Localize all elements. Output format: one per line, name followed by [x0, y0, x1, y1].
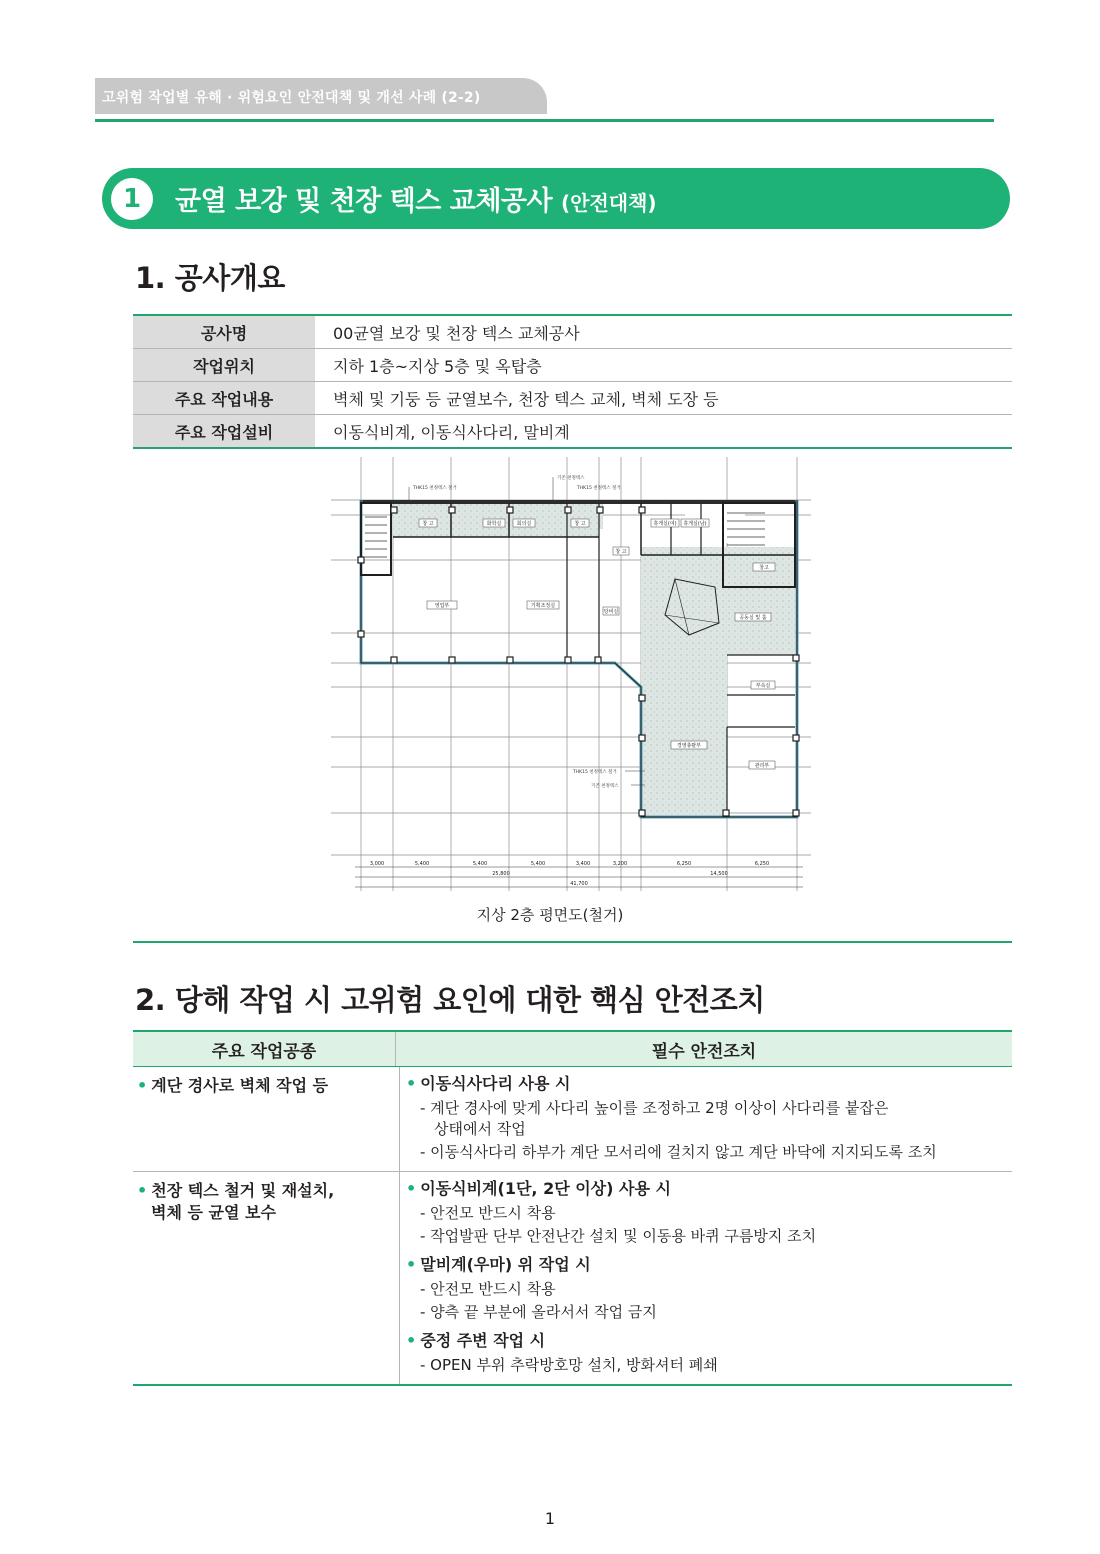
safety-row [133, 1067, 1012, 1171]
banner-title-text: 균열 보강 및 천장 텍스 교체공사 [175, 186, 553, 217]
overview-row [133, 414, 1012, 447]
dimension-label: 6,250 [676, 861, 692, 867]
bullet-icon: • [406, 1255, 417, 1274]
overview-row [133, 381, 1012, 414]
overview-row [133, 316, 1012, 348]
room-label: 탕비실 [603, 609, 619, 615]
task-text-line2: 벽체 등 균열 보수 [151, 1203, 276, 1222]
dimension-label: 3,400 [575, 861, 591, 867]
room-label: 창고 [759, 565, 769, 571]
dimension-subtotal: 14,500 [710, 871, 728, 877]
measure-title-text: 중정 주변 작업 시 [420, 1331, 546, 1350]
dimension-label: 5,400 [414, 861, 430, 867]
overview-label: 공사명 [133, 316, 315, 348]
measure-title-text: 말비계(우마) 위 작업 시 [420, 1255, 591, 1274]
dimension-label: 3,000 [369, 861, 385, 867]
room-label: 회의실 [516, 521, 532, 527]
plan-note: THK15 천정텍스 철거 [413, 486, 457, 491]
bullet-icon: • [406, 1331, 417, 1350]
dimension-subtotal: 25,800 [492, 871, 510, 877]
measure-block [406, 1072, 1012, 1163]
section-banner [102, 168, 1010, 229]
dimension-total: 41,700 [570, 881, 588, 887]
measure-item-continuation: 상태에서 작업 [434, 1120, 526, 1138]
measure-title-text: 이동식비계(1단, 2단 이상) 사용 시 [420, 1179, 671, 1198]
banner-subtitle: (안전대책) [560, 191, 657, 215]
safety-table [133, 1030, 1012, 1386]
overview-row [133, 348, 1012, 381]
plan-note: THK15 천정텍스 철거 [577, 486, 621, 491]
task-cell [133, 1172, 400, 1384]
section-1-title: 1. 공사개요 [135, 261, 285, 295]
safety-row [133, 1171, 1012, 1384]
measure-title [406, 1329, 1012, 1353]
banner-number-badge: 1 [111, 178, 153, 220]
room-label: 휴게실(남) [683, 521, 707, 527]
measure-item: - OPEN 부위 추락방호망 설치, 방화셔터 폐쇄 [420, 1356, 718, 1374]
banner-title [175, 179, 657, 218]
overview-label: 작업위치 [133, 349, 315, 381]
measure-item-text: - 이동식사다리 하부가 계단 모서리에 걸치지 않고 계단 바닥에 지지되도록 조치 [420, 1143, 937, 1161]
dimension-labels [370, 861, 769, 887]
room-label: 관리부 [754, 763, 770, 769]
plan-note: 기존 천정텍스 [591, 784, 619, 789]
figure-caption: 지상 2층 평면도(철거) [476, 906, 624, 924]
task-text: 계단 경사로 벽체 작업 등 [151, 1076, 329, 1095]
room-label: 영업부 [434, 603, 450, 609]
room-label: 창 고 [615, 549, 627, 555]
section-2-title: 2. 당해 작업 시 고위험 요인에 대한 핵심 안전조치 [135, 983, 765, 1017]
dimension-label: 3,200 [612, 861, 628, 867]
dimension-label: 5,400 [530, 861, 546, 867]
room-label: 창 고 [574, 521, 586, 527]
overview-value: 00균열 보강 및 천장 텍스 교체공사 [333, 323, 580, 343]
room-label: 기획조정실 [530, 603, 556, 609]
dimension-label: 5,400 [472, 861, 488, 867]
task-text: 천장 텍스 철거 및 재설치, [151, 1181, 335, 1200]
measure-block [406, 1329, 1012, 1376]
room-label: 휴게실(여) [653, 521, 677, 527]
bullet-icon: • [406, 1179, 417, 1198]
measure-title-text: 이동식사다리 사용 시 [420, 1074, 571, 1093]
overview-value: 이동식비계, 이동식사다리, 말비계 [333, 422, 570, 442]
overview-label: 주요 작업내용 [133, 382, 315, 414]
measure-title [406, 1253, 1012, 1277]
floor-plan-figure [325, 455, 815, 897]
measures-cell [400, 1172, 1012, 1384]
measures-cell [400, 1067, 1012, 1171]
measure-block [406, 1177, 1012, 1247]
measure-title [406, 1177, 1012, 1201]
bullet-icon: • [137, 1181, 148, 1200]
safety-table-header [133, 1032, 1012, 1067]
room-label: 경영총괄부 [676, 743, 702, 749]
page-number: 1 [544, 1509, 556, 1528]
plan-note: 기존 천정텍스 [557, 476, 585, 481]
measure-item: - 안전모 반드시 착용 [420, 1204, 556, 1222]
figure-rule [133, 941, 1012, 943]
overview-value: 지하 1층~지상 5층 및 옥탑층 [333, 356, 542, 376]
bullet-icon: • [406, 1074, 417, 1093]
measure-item-text: - 계단 경사에 맞게 사다리 높이를 조정하고 2명 이상이 사다리를 붙잡은 [420, 1099, 889, 1117]
overview-label: 주요 작업설비 [133, 415, 315, 447]
bullet-icon: • [137, 1076, 148, 1095]
measure-item: - 양측 끝 부분에 올라서서 작업 금지 [420, 1303, 657, 1321]
plan-note: THK15 천정텍스 철거 [573, 770, 617, 775]
room-label: 공동실 및 홀 [739, 615, 767, 621]
floor-plan-drawing [325, 455, 815, 897]
header-task: 주요 작업공종 [133, 1032, 396, 1066]
header-rule [95, 119, 994, 122]
room-label: 부속실 [755, 683, 771, 689]
measure-item [406, 1098, 1012, 1140]
dimension-label: 6,250 [754, 861, 770, 867]
measure-item: - 안전모 반드시 착용 [420, 1280, 556, 1298]
measure-title [406, 1072, 1012, 1096]
task-cell [133, 1067, 400, 1171]
overview-value: 벽체 및 기둥 등 균열보수, 천장 텍스 교체, 벽체 도장 등 [333, 389, 719, 409]
measure-item: - 작업발판 단부 안전난간 설치 및 이동용 바퀴 구름방지 조치 [420, 1227, 817, 1245]
header-measures: 필수 안전조치 [651, 1041, 757, 1062]
overview-table [133, 314, 1012, 449]
room-label: 창 고 [422, 521, 434, 527]
room-label: 화학실 [486, 521, 502, 527]
running-header: 고위험 작업별 유해 · 위험요인 안전대책 및 개선 사례 (2-2) [102, 90, 481, 106]
measure-item [406, 1142, 1012, 1163]
measure-block [406, 1253, 1012, 1323]
